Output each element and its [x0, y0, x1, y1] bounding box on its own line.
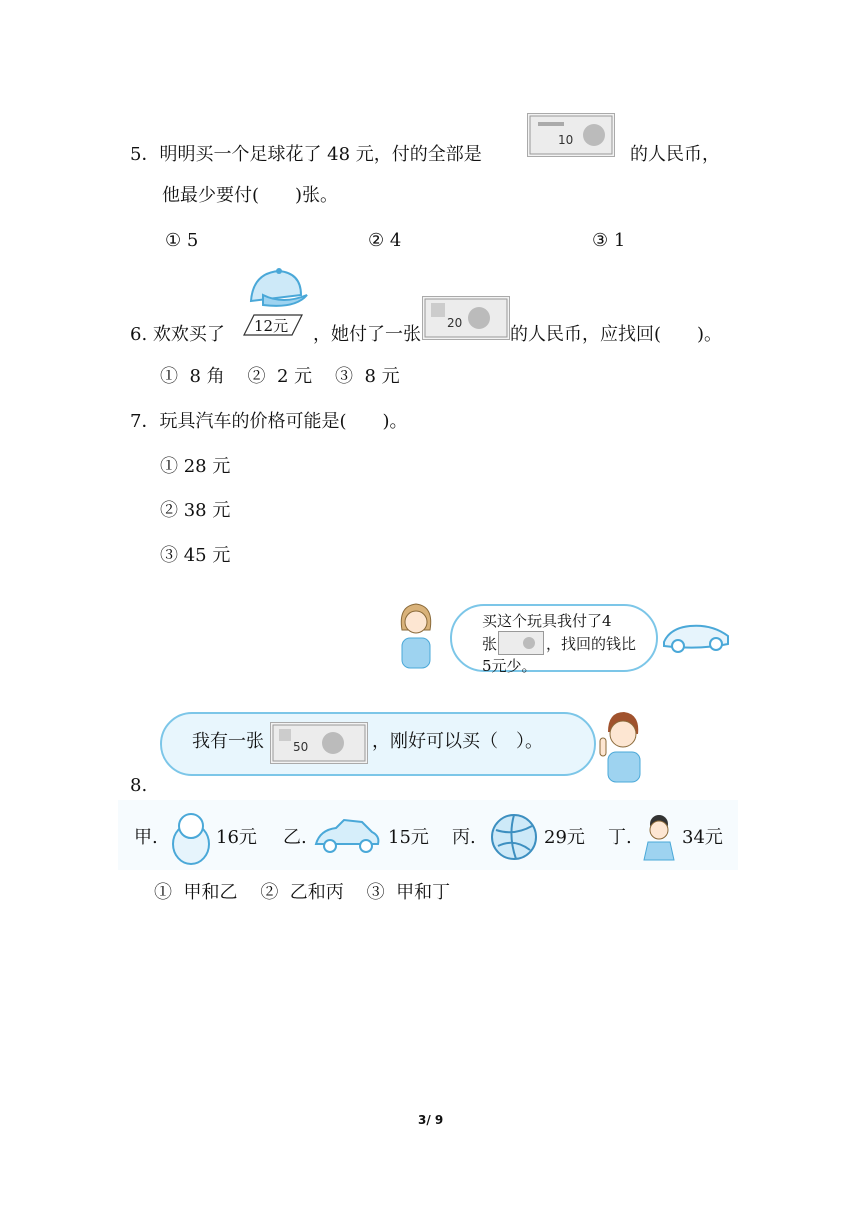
item-label-jia: 甲.: [134, 827, 158, 848]
q8-options: ① 甲和乙 ② 乙和丙 ③ 甲和丁: [154, 882, 451, 903]
q5-option-2: ② 4: [368, 230, 402, 251]
banknote-20-icon: [422, 296, 510, 340]
girl-icon: [392, 600, 442, 672]
q7-option-2: ② 38 元: [160, 500, 231, 521]
q7-question: 7．玩具汽车的价格可能是( )。: [130, 411, 408, 432]
bubble-line-3: 5元少。: [482, 657, 537, 675]
bubble-line-1: 买这个玩具我付了4: [482, 612, 612, 630]
cloud-text-post: ，刚好可以买（ ）。: [372, 731, 543, 752]
boy-icon: [598, 708, 646, 784]
q6-options: ① 8 角 ② 2 元 ③ 8 元: [160, 366, 400, 387]
q7-option-3: ③ 45 元: [160, 545, 231, 566]
q5-option-1: ① 5: [165, 230, 199, 251]
q5-line2: 他最少要付( )张。: [162, 185, 339, 206]
doll-icon: [640, 812, 678, 864]
bubble-line-2-pre: 张: [482, 635, 498, 653]
q6-prefix: 6. 欢欢买了: [130, 324, 225, 345]
item-price-bing: 29元: [544, 827, 585, 848]
q6-suffix: 的人民币，应找回( )。: [510, 324, 723, 345]
q7-option-1: ① 28 元: [160, 456, 231, 477]
item-price-yi: 15元: [388, 827, 429, 848]
q6-mid: ，她付了一张: [313, 324, 421, 345]
bubble-line-2-post: ，找回的钱比: [546, 635, 637, 653]
cloud-text-pre: 我有一张: [192, 731, 264, 752]
svg-text:10: 10: [558, 133, 574, 147]
q5-line1-post: 的人民币，: [630, 144, 720, 165]
item-price-jia: 16元: [216, 827, 257, 848]
price-tag-label: 12元: [254, 317, 289, 335]
price-tag: [240, 313, 306, 337]
item-price-ding: 34元: [682, 827, 723, 848]
toy-car-icon: [312, 816, 382, 856]
q8-number: 8.: [130, 775, 148, 796]
item-label-yi: 乙.: [283, 827, 307, 848]
q5-line1-pre: 5．明明买一个足球花了 48 元，付的全部是: [130, 144, 482, 165]
page-number: 3/ 9: [418, 1113, 444, 1127]
tumbler-toy-icon: [170, 810, 212, 866]
toy-sports-car-icon: [660, 616, 732, 654]
item-label-ding: 丁.: [608, 827, 632, 848]
svg-text:20: 20: [447, 316, 463, 330]
item-label-bing: 丙.: [452, 827, 476, 848]
q5-option-3: ③ 1: [592, 230, 626, 251]
small-banknote-icon: [498, 631, 544, 655]
banknote-10-icon: [527, 113, 615, 157]
cap-icon: [243, 265, 309, 311]
banknote-50-icon: [270, 722, 368, 764]
volleyball-icon: [490, 812, 538, 862]
svg-text:50: 50: [293, 740, 309, 754]
